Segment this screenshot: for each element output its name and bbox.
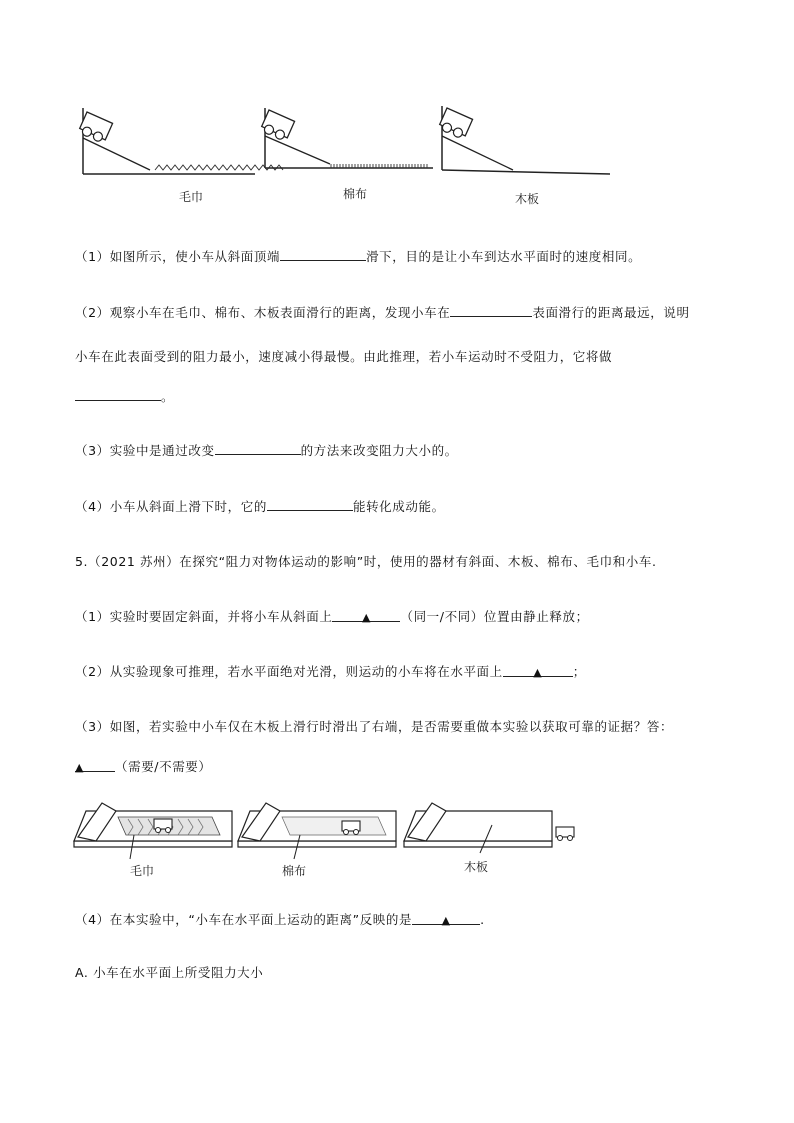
label-cotton: 棉布 [282, 864, 307, 878]
q5-3-text-b: （需要/不需要） [115, 759, 212, 774]
q4-4-text-b: 能转化成动能。 [352, 499, 445, 514]
q4-4-text-a: （4）小车从斜面上滑下时，它的 [75, 499, 267, 514]
triangle-mark-icon: ▲ [441, 914, 451, 927]
incline-towel [78, 108, 283, 204]
label-wood: 木板 [464, 860, 489, 874]
q4-2-text-b: 表面滑行的距离最远，说明 [532, 305, 690, 320]
q4-2-text-a: （2）观察小车在毛巾、棉布、木板表面滑行的距离，发现小车在 [75, 305, 451, 320]
label-towel: 毛巾 [179, 190, 204, 204]
triangle-mark-icon: ▲ [361, 611, 371, 624]
q4-2-line1 [75, 303, 690, 321]
answer-blank[interactable] [215, 442, 301, 455]
q4-2-text-c: 小车在此表面受到的阻力最小，速度减小得最慢。由此推理，若小车运动时不受阻力，它将做 [75, 349, 613, 364]
q4-1 [75, 247, 641, 265]
q5-4-text-a: （4）在本实验中，“小车在水平面上运动的距离”反映的是 [75, 912, 413, 927]
answer-blank[interactable] [450, 304, 532, 317]
label-towel: 毛巾 [130, 864, 155, 878]
triangle-mark-icon: ▲ [533, 666, 543, 679]
q5-2 [75, 662, 586, 680]
answer-blank[interactable] [412, 912, 480, 925]
label-cotton: 棉布 [343, 187, 368, 201]
figure-slope-boards [72, 795, 582, 883]
incline-cotton [260, 108, 433, 201]
q4-3-text-b: 的方法来改变阻力大小的。 [300, 443, 458, 458]
answer-blank[interactable] [332, 609, 400, 622]
figure-incline-surfaces [75, 98, 615, 218]
cart-icon [438, 108, 473, 140]
q5-2-text-b: ； [572, 664, 586, 679]
q4-1-text-b: 滑下，目的是让小车到达水平面时的速度相同。 [366, 249, 642, 264]
answer-blank[interactable] [267, 498, 353, 511]
q5-3-line2 [75, 757, 212, 775]
board-towel [74, 803, 232, 878]
q4-2-text-d: 。 [161, 389, 175, 404]
q4-4 [75, 497, 445, 515]
q4-3-text-a: （3）实验中是通过改变 [75, 443, 215, 458]
q5-1 [75, 607, 589, 625]
q5-4-text-b: . [480, 912, 485, 927]
option-a-text: A. 小车在水平面上所受阻力大小 [75, 965, 264, 980]
q5-4 [75, 910, 485, 928]
answer-blank[interactable] [280, 248, 366, 261]
q4-3 [75, 441, 458, 459]
q5-option-a [75, 963, 263, 981]
answer-blank[interactable] [503, 664, 573, 677]
q4-1-text-a: （1）如图所示，使小车从斜面顶端 [75, 249, 281, 264]
q5-2-text-a: （2）从实验现象可推理，若水平面绝对光滑，则运动的小车将在水平面上 [75, 664, 503, 679]
q4-2-line2 [75, 347, 612, 365]
answer-blank[interactable] [75, 759, 115, 772]
q4-2-line3 [75, 387, 174, 405]
label-wood: 木板 [515, 192, 540, 206]
triangle-mark-icon: ▲ [75, 761, 85, 774]
q5-3-text-a: （3）如图，若实验中小车仅在木板上滑行时滑出了右端，是否需要重做本实验以获取可靠的证据？答： [75, 719, 674, 734]
board-wood [404, 803, 574, 874]
board-cotton [238, 803, 396, 878]
q5-1-text-a: （1）实验时要固定斜面，并将小车从斜面上 [75, 609, 333, 624]
q5-3-line1 [75, 717, 673, 735]
cart-icon [556, 827, 574, 841]
answer-blank[interactable] [75, 388, 161, 401]
q5-1-text-b: （同一/不同）位置由静止释放； [400, 609, 589, 624]
incline-wood [438, 106, 610, 206]
q5-intro-text: 5.（2021 苏州）在探究“阻力对物体运动的影响”时，使用的器材有斜面、木板、棉布、毛巾和小车. [75, 554, 657, 569]
q5-intro [75, 552, 657, 570]
